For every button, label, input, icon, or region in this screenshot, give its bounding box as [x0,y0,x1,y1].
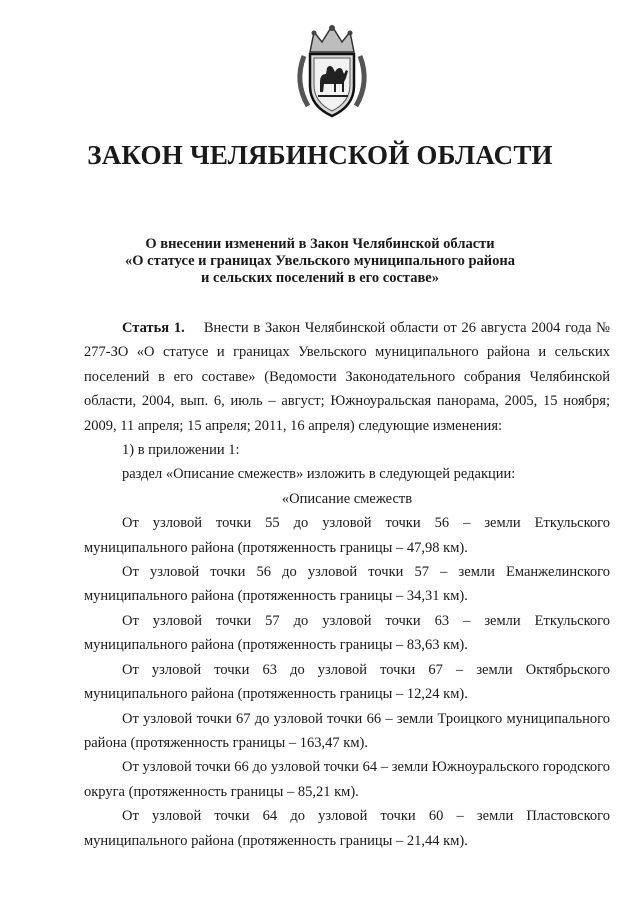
law-title: ЗАКОН ЧЕЛЯБИНСКОЙ ОБЛАСТИ [87,140,553,170]
section-heading: «Описание смежеств [281,490,413,507]
adjacency-item: От узловой точки 64 до узловой точки 60 – земли Пластовского муниципального района (протяженность границы – 21,44 км). [84,808,610,849]
section-intro: раздел «Описание смежеств» изложить в следующей редакции: [122,466,516,483]
item-1: 1) в приложении 1: [122,442,240,459]
article-text: Внести в Закон Челябинской области от 26 августа 2004 года № 277-ЗО «О статусе и границах Увельского муниципального района и сельских поселений в его составе» (Ведомости Законодательного собрания Челябинской области, 2004, вып. 6, июль – август; Южноуральская панорама, 2005, 15 ноября; 2009, 11 апреля; 15 апреля; 2011, 16 апреля) следующие изменения: [84,320,611,434]
subtitle-line: и сельских поселений в его составе» [201,270,439,286]
adjacency-item: От узловой точки 66 до узловой точки 64 – земли Южноуральского городского округа (протяженность границы – 85,21 км). [84,759,610,800]
law-subtitle [90,236,550,287]
article-label: Статья 1. [122,320,185,336]
adjacency-item: От узловой точки 57 до узловой точки 63 – земли Еткульского муниципального района (протяженность границы – 83,63 км). [84,612,610,654]
adjacency-item: От узловой точки 63 до узловой точки 67 – земли Октябрьского муниципального района (протяженность границы – 12,24 км). [84,661,610,703]
adjacency-item: От узловой точки 67 до узловой точки 66 – земли Троицкого муниципального района (протяженность границы – 163,47 км). [84,710,610,751]
document-body [84,316,610,853]
adjacency-item: От узловой точки 56 до узловой точки 57 – земли Еманжелинского муниципального района (протяженность границы – 34,31 км). [84,564,610,605]
subtitle-line: «О статусе и границах Увельского муниципального района [124,253,515,269]
subtitle-line: О внесении изменений в Закон Челябинской области [145,236,495,252]
article-paragraph [84,316,610,438]
adjacency-item: От узловой точки 55 до узловой точки 56 – земли Еткульского муниципального района (протяженность границы – 47,98 км). [84,515,610,556]
coat-of-arms-icon [290,22,374,122]
